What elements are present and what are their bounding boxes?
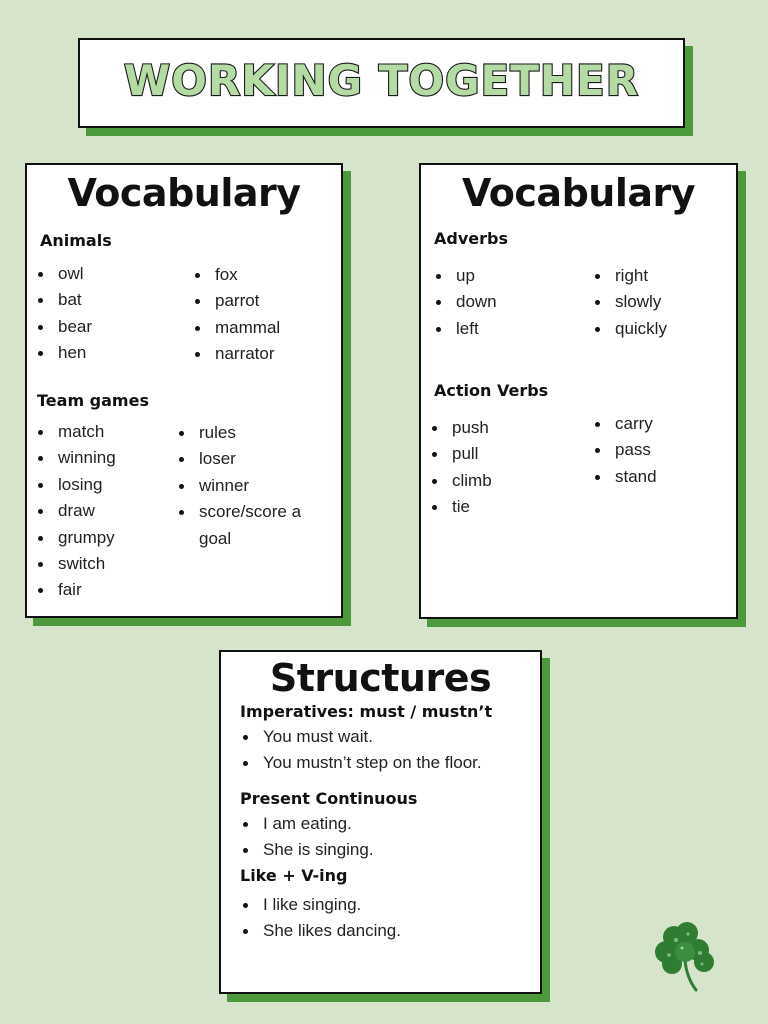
adverbs-list-col2 — [593, 263, 667, 342]
list-item: bat — [36, 287, 92, 313]
vocabulary-heading: Vocabulary — [67, 171, 301, 215]
list-item: carry — [593, 411, 657, 437]
list-item: winning — [36, 445, 116, 471]
action-verbs-list-col2 — [593, 411, 657, 490]
animals-list-col2 — [193, 262, 280, 368]
action-verbs-list-col1 — [430, 415, 492, 521]
team-games-list-col2 — [177, 420, 329, 552]
list-item: She is singing. — [241, 837, 374, 863]
page-title: WORKING TOGETHER — [123, 56, 640, 105]
list-item: I am eating. — [241, 811, 374, 837]
list-item: rules — [177, 420, 329, 446]
list-item: quickly — [593, 316, 667, 342]
list-item: draw — [36, 498, 116, 524]
shamrock-icon — [652, 920, 718, 992]
list-item: hen — [36, 340, 92, 366]
list-item: You must wait. — [241, 724, 482, 750]
list-item: up — [434, 263, 497, 289]
like-ving-label: Like + V-ing — [240, 866, 348, 885]
structures-heading: Structures — [269, 656, 492, 700]
team-games-list-col1 — [36, 419, 116, 604]
title-banner — [78, 38, 685, 128]
list-item: fair — [36, 577, 116, 603]
animals-list-col1 — [36, 261, 92, 367]
list-item: She likes dancing. — [241, 918, 401, 944]
present-continuous-list — [241, 811, 374, 864]
vocabulary-card-animals-games — [25, 163, 343, 618]
vocabulary-card-adverbs-verbs — [419, 163, 738, 619]
list-item: push — [430, 415, 492, 441]
list-item: switch — [36, 551, 116, 577]
adverbs-label: Adverbs — [434, 229, 508, 248]
list-item: slowly — [593, 289, 667, 315]
list-item: grumpy — [36, 525, 116, 551]
list-item: fox — [193, 262, 280, 288]
list-item: losing — [36, 472, 116, 498]
list-item: right — [593, 263, 667, 289]
list-item: owl — [36, 261, 92, 287]
list-item: left — [434, 316, 497, 342]
list-item: score/score a goal — [177, 499, 329, 552]
adverbs-list-col1 — [434, 263, 497, 342]
list-item: pass — [593, 437, 657, 463]
list-item: match — [36, 419, 116, 445]
list-item: You mustn’t step on the floor. — [241, 750, 482, 776]
structures-card — [219, 650, 542, 994]
list-item: tie — [430, 494, 492, 520]
list-item: mammal — [193, 315, 280, 341]
list-item: down — [434, 289, 497, 315]
like-ving-list — [241, 892, 401, 945]
action-verbs-label: Action Verbs — [434, 381, 549, 400]
imperatives-label: Imperatives: must / mustn’t — [240, 702, 493, 721]
animals-label: Animals — [40, 231, 112, 250]
list-item: bear — [36, 314, 92, 340]
list-item: winner — [177, 473, 329, 499]
vocabulary-heading: Vocabulary — [461, 171, 696, 215]
list-item: narrator — [193, 341, 280, 367]
list-item: stand — [593, 464, 657, 490]
list-item: pull — [430, 441, 492, 467]
present-continuous-label: Present Continuous — [240, 789, 418, 808]
team-games-label: Team games — [37, 391, 149, 410]
imperatives-list — [241, 724, 482, 777]
list-item: climb — [430, 468, 492, 494]
list-item: loser — [177, 446, 329, 472]
list-item: parrot — [193, 288, 280, 314]
list-item: I like singing. — [241, 892, 401, 918]
